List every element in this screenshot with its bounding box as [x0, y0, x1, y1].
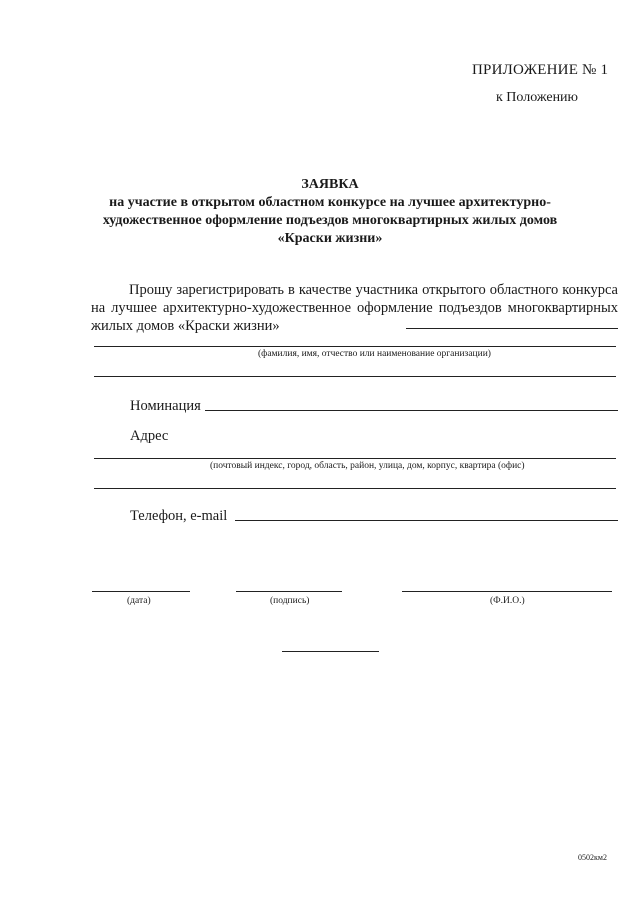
signature-line[interactable]	[236, 591, 342, 592]
address-line-1[interactable]	[94, 458, 616, 459]
document-title: ЗАЯВКА	[301, 177, 359, 192]
name-hint: (фамилия, имя, отчество или наименование организации)	[258, 349, 491, 359]
title-line-3: «Краски жизни»	[277, 231, 383, 246]
paragraph-fill-line[interactable]	[406, 328, 618, 329]
bottom-short-line	[282, 651, 379, 652]
name-line-1[interactable]	[94, 346, 616, 347]
name-line-2[interactable]	[94, 376, 616, 377]
to-regulation: к Положению	[496, 90, 579, 105]
fio-label: (Ф.И.О.)	[490, 596, 525, 606]
address-line-2[interactable]	[94, 488, 616, 489]
fio-line[interactable]	[402, 591, 612, 592]
appendix-number: ПРИЛОЖЕНИЕ № 1	[472, 62, 609, 78]
phone-line[interactable]	[235, 520, 618, 521]
footer-code: 0502км2	[578, 853, 607, 862]
nomination-label: Номинация	[130, 398, 201, 414]
date-line[interactable]	[92, 591, 190, 592]
date-label: (дата)	[127, 596, 151, 606]
address-label: Адрес	[130, 428, 169, 444]
request-paragraph	[91, 281, 618, 335]
address-hint: (почтовый индекс, город, область, район, улица, дом, корпус, квартира (офис)	[210, 461, 525, 471]
title-block	[60, 176, 600, 248]
phone-label: Телефон, e-mail	[130, 508, 228, 524]
title-line-1: на участие в открытом областном конкурсе на лучшее архитектурно-	[109, 195, 551, 210]
title-line-2: художественное оформление подъездов многоквартирных жилых домов	[102, 213, 558, 228]
nomination-line[interactable]	[205, 410, 618, 411]
request-text: Прошу зарегистрировать в качестве участника открытого областного конкурса на лучшее архитектурно-художественное оформление подъездов многоквартирных жилых домов «Краски жизни»	[91, 282, 618, 334]
signature-label: (подпись)	[270, 596, 310, 606]
